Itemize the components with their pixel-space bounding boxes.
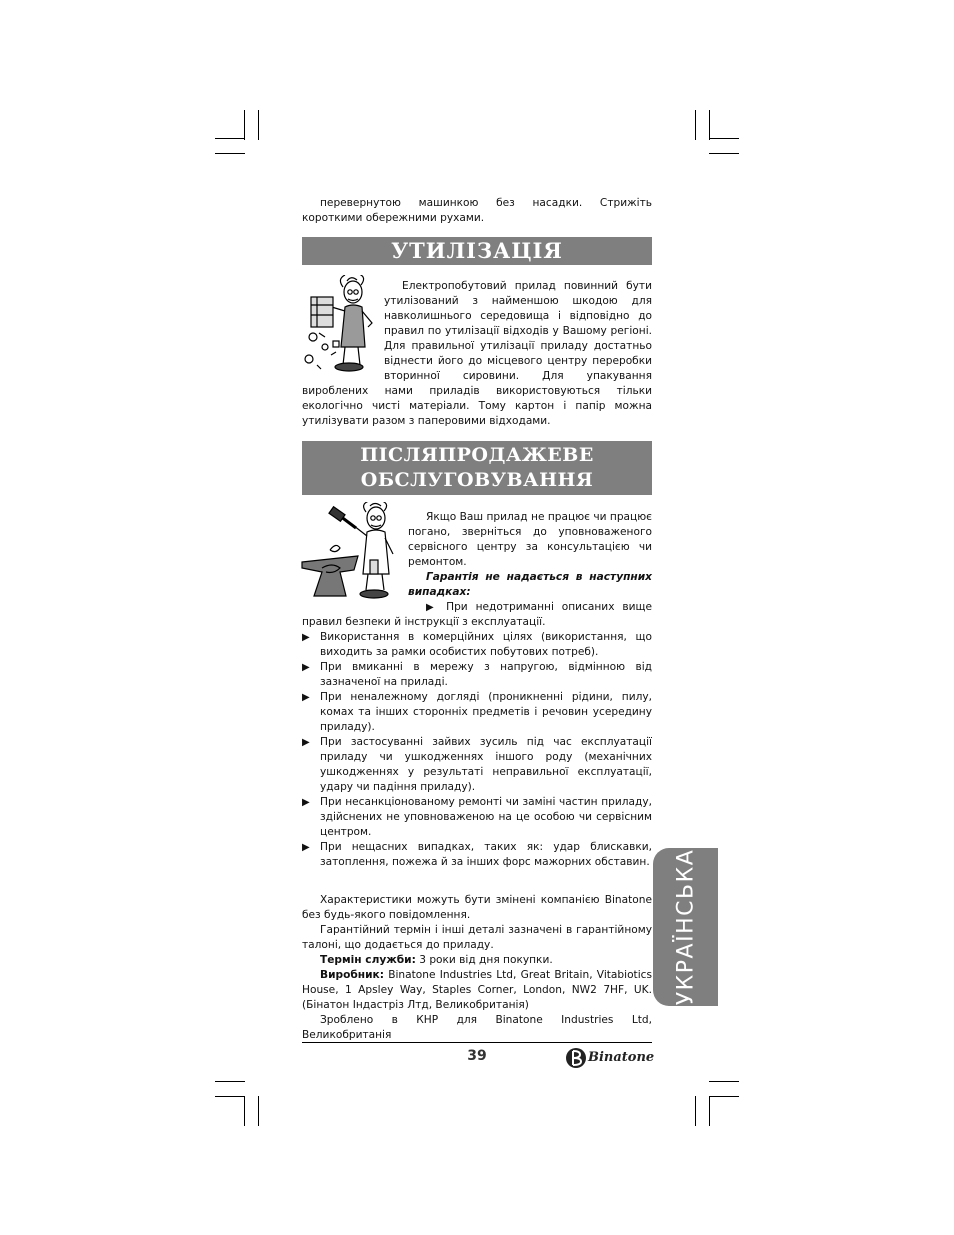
section-banner-recycling: [302, 237, 652, 265]
service-life-value: 3 роки від дня покупки.: [419, 954, 553, 966]
bullet-item: [302, 840, 652, 870]
crop-mark: [244, 1096, 245, 1126]
warranty-heading: Гарантія не надається в наступних випадках:: [408, 571, 652, 598]
crop-mark: [215, 1081, 245, 1082]
crop-mark: [258, 1096, 259, 1126]
service-life-label: Термін служби:: [320, 954, 416, 966]
footer-text-block: [302, 893, 652, 1043]
crop-mark: [215, 138, 245, 139]
bullet-item: [302, 735, 652, 795]
bullet-item: [302, 660, 652, 690]
language-side-tab: [653, 848, 718, 1006]
bullet-item: [302, 795, 652, 840]
bullet-marker-icon: ▶: [302, 632, 310, 643]
made-in-text: Зроблено в КНР для Binatone Industries Ltd, Великобританія: [302, 1014, 652, 1041]
bullet-text: При недотриманні описаних вище правил безпеки й інструкції з експлуатації.: [302, 601, 652, 628]
bullet-marker-icon: ▶: [426, 602, 439, 613]
intro-paragraph: [302, 196, 652, 226]
crop-mark: [244, 110, 245, 140]
crop-mark: [215, 153, 245, 154]
bullet-text: При застосуванні зайвих зусиль під час експлуатації приладу чи ушкодженнях іншого роду (механічних ушкодженнях у результаті неправильної експлуатації, удару чи падіння приладу).: [320, 736, 652, 793]
crop-mark: [709, 110, 710, 140]
manufacturer-label: Виробник:: [320, 969, 384, 981]
bullet-marker-icon: ▶: [302, 737, 310, 748]
bullet-marker-icon: ▶: [302, 797, 310, 808]
crop-mark: [695, 110, 696, 140]
recycling-text-block: [302, 279, 652, 429]
intro-text: перевернутою машинкою без насадки. Стрижіть короткими обережними рухами.: [302, 197, 652, 224]
page-number: 39: [467, 1048, 487, 1064]
binatone-logo: [565, 1045, 653, 1071]
bullet-marker-icon: ▶: [302, 662, 310, 673]
bullet-marker-icon: ▶: [302, 842, 310, 853]
section-title-line2: ОБСЛУГОВУВАННЯ: [360, 469, 594, 491]
service-text-block: [302, 510, 652, 870]
section-banner-service: [302, 441, 652, 495]
section-title: УТИЛІЗАЦІЯ: [391, 238, 563, 263]
crop-mark: [709, 138, 739, 139]
bullet-text: При неналежному догляді (проникненні рідини, пилу, комах та інших сторонніх предметів і речовин усередину приладу).: [320, 691, 652, 733]
bullet-item: [302, 690, 652, 735]
crop-mark: [709, 1096, 739, 1097]
bullet-item: [302, 630, 652, 660]
manufacturer-value: Binatone Industries Ltd, Great Britain, Vitabiotics House, 1 Apsley Way, Staples Corner, London, NW2 7HF, UK. (Бінатон Індастріз Лтд, Великобританія): [302, 969, 653, 1011]
crop-mark: [709, 1081, 739, 1082]
crop-mark: [215, 1096, 245, 1097]
changes-notice: Характеристики можуть бути змінені компанією Binatone без будь-якого повідомлення.: [302, 894, 652, 921]
bullet-marker-icon: ▶: [302, 692, 310, 703]
crop-mark: [709, 153, 739, 154]
crop-mark: [258, 110, 259, 140]
warranty-card-note: Гарантійний термін і інші деталі зазначені в гарантійному талоні, що додається до приладу.: [302, 924, 652, 951]
binatone-logo-icon: [565, 1045, 587, 1071]
logo-text: Binatone: [588, 1050, 655, 1065]
crop-mark: [695, 1096, 696, 1126]
service-life: [302, 953, 652, 968]
language-label: УКРАЇНСЬКА: [673, 848, 698, 1006]
recycling-text: Електропобутовий прилад повинний бути утилізований з найменшою шкодою для навколишнього середовища і відповідно до правил по утилізації відходів у Вашому регіоні. Для правильної утилізації приладу достатньо віднести його до місцевого центру переробки вторинної сировини. Для упакування вироблених нами приладів використовуються тільки екологічно чисті матеріали. Тому картон і папір можна утилізувати разом з паперовими відходами.: [302, 280, 652, 427]
manufacturer: [302, 968, 652, 1013]
bullet-text: При вмиканні в мережу з напругою, відмінною від зазначеної на приладі.: [320, 661, 652, 688]
section-title-line1: ПІСЛЯПРОДАЖЕВЕ: [360, 444, 594, 466]
footer-divider: [302, 1042, 652, 1043]
bullet-text: При нещасних випадках, таких як: удар блискавки, затоплення, пожежа й за інших форс мажорних обставин.: [320, 841, 652, 868]
crop-mark: [709, 1096, 710, 1126]
service-intro: Якщо Ваш прилад не працює чи працює погано, зверніться до уповноваженого сервісного центру за консультацією чи ремонтом.: [408, 511, 652, 568]
bullet-text: При несанкціонованому ремонті чи заміні частин приладу, здійснених не уповноваженою на це особою чи сервісним центром.: [320, 796, 652, 838]
bullet-text: Використання в комерційних цілях (використання, що виходить за рамки особистих побутових потреб).: [320, 631, 652, 658]
